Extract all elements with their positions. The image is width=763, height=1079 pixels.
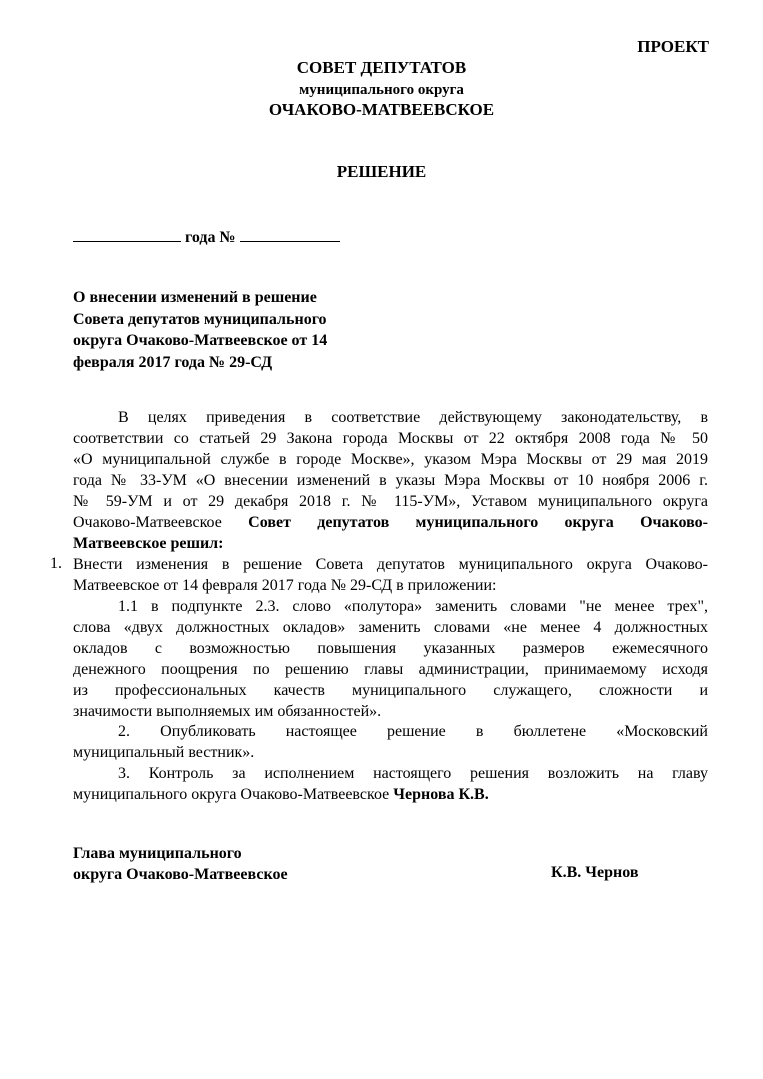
signature-name: К.В. Чернов: [551, 864, 639, 881]
item-1-number: 1.: [50, 555, 62, 572]
date-number-line: [73, 227, 340, 247]
decision-subject: [73, 287, 373, 373]
item-2-line: 2. Опубликовать настоящее решение в бюллетене «Московский: [118, 723, 708, 740]
item-2-line: муниципальный вестник».: [73, 744, 255, 761]
preamble-line: года № 33-УМ «О внесении изменений в указы Мэра Москвы от 10 ноября 2006 г.: [73, 472, 708, 489]
item-1-line: Внести изменения в решение Совета депутатов муниципального округа Очаково-: [73, 556, 708, 573]
preamble-district: Очаково-Матвеевское: [73, 514, 222, 531]
subject-line: О внесении изменений в решение: [73, 289, 317, 306]
item-1-1-line: из профессиональных качеств муниципального служащего, сложности и: [73, 682, 708, 699]
preamble-line: соответствии со статьей 29 Закона города Москвы от 22 октября 2008 года № 50: [73, 430, 708, 447]
signature-title-line: Глава муниципального: [73, 845, 242, 862]
preamble-line: [73, 513, 708, 533]
preamble-council-decides: Совет депутатов муниципального округа Очаково-: [248, 514, 709, 531]
subject-line: февраля 2017 года № 29-СД: [73, 353, 273, 371]
item-1-1-line: 1.1 в подпункте 2.3. слово «полутора» заменить словами "не менее трех",: [118, 598, 708, 615]
item-1-1-line: значимости выполняемых им обязанностей».: [73, 703, 382, 720]
preamble-decided: Матвеевское решил:: [73, 535, 224, 552]
date-blank: [73, 227, 181, 242]
preamble-line: В целях приведения в соответствие действующему законодательству, в: [118, 409, 708, 426]
preamble-line: [73, 534, 708, 554]
district-name: ОЧАКОВО-МАТВЕЕВСКОЕ: [268, 100, 495, 119]
item-3-line: [73, 785, 708, 805]
municipal-subtitle: муниципального округа: [299, 82, 464, 98]
year-number-label: года №: [185, 229, 236, 246]
subject-line: Совета депутатов муниципального: [73, 310, 327, 328]
decision-heading: РЕШЕНИЕ: [336, 162, 427, 181]
number-blank: [240, 227, 340, 242]
signature-title-line: округа Очаково-Матвеевское: [73, 866, 288, 883]
item-3-district: муниципального округа Очаково-Матвеевское: [73, 786, 390, 803]
item-1-1-line: окладов с возможностью повышения указанных размеров ежемесячного: [73, 640, 708, 657]
subject-line: округа Очаково-Матвеевское от 14: [73, 332, 328, 349]
draft-label: ПРОЕКТ: [637, 37, 709, 56]
item-1-line: Матвеевское от 14 февраля 2017 года № 29-СД в приложении:: [73, 577, 497, 594]
item-3-person: Чернова К.В.: [393, 786, 489, 803]
item-3-line: 3. Контроль за исполнением настоящего решения возложить на главу: [118, 765, 708, 782]
item-1-1-line: денежного поощрения по решению главы администрации, принимаемому исходя: [73, 661, 708, 678]
council-title: СОВЕТ ДЕПУТАТОВ: [296, 58, 467, 77]
preamble-line: № 59-УМ и от 29 декабря 2018 г. № 115-УМ», Уставом муниципального округа: [73, 493, 708, 510]
preamble-line: «О муниципальной службе в городе Москве», указом Мэра Москвы от 29 мая 2019: [73, 451, 708, 468]
item-1-1-line: слова «двух должностных окладов» заменить словами «не менее 4 должностных: [73, 619, 708, 636]
